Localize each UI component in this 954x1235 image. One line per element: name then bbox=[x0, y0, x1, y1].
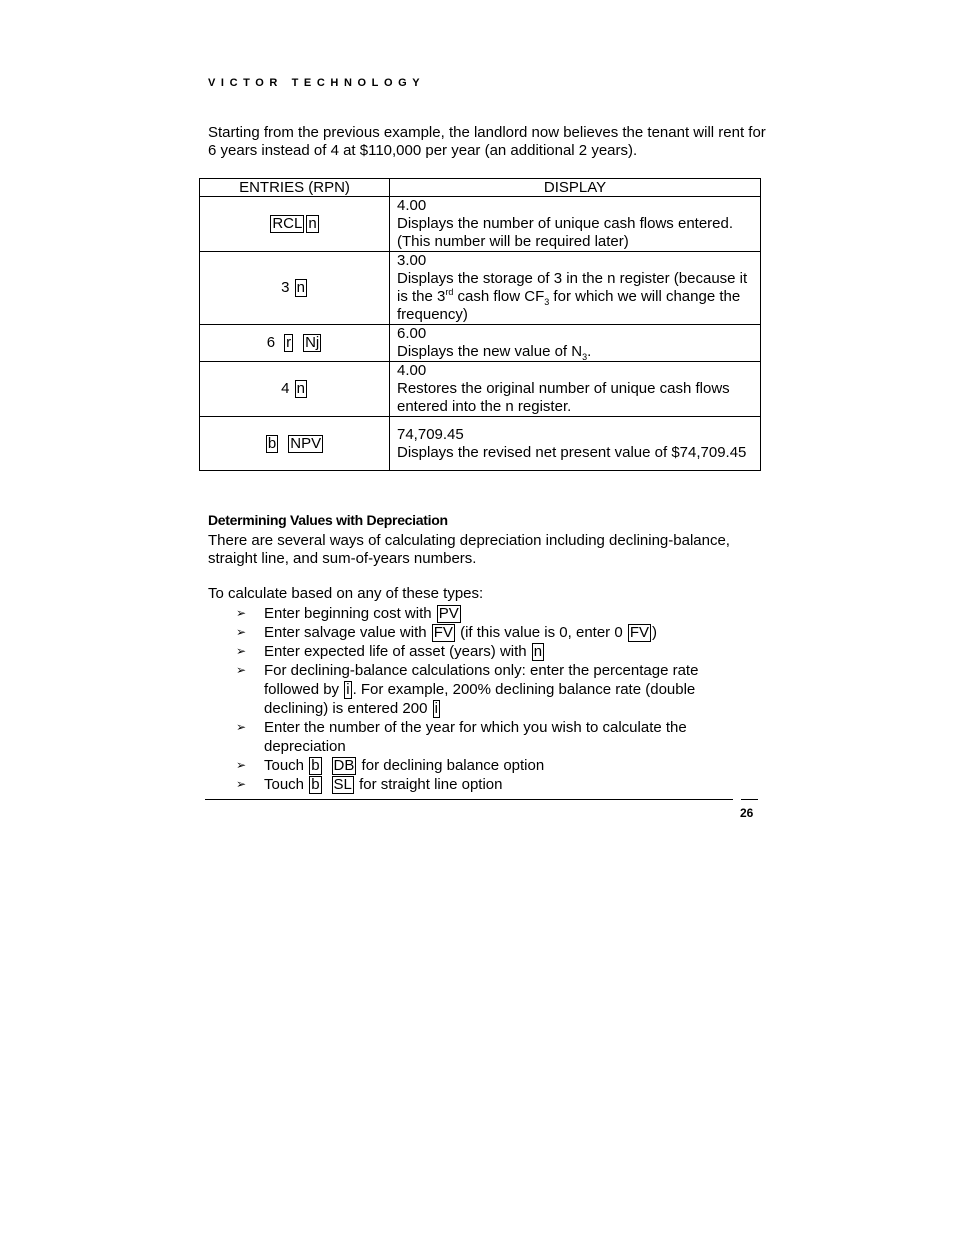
n-key: n bbox=[308, 215, 317, 232]
display-cell bbox=[390, 417, 761, 471]
arrow-bullet-icon: ➢ bbox=[236, 720, 247, 734]
table-header-row bbox=[200, 179, 761, 197]
footer-divider bbox=[205, 799, 733, 800]
fv-key: FV bbox=[629, 624, 650, 641]
arrow-bullet-icon: ➢ bbox=[236, 644, 247, 658]
display-value: 3.00 bbox=[397, 252, 427, 269]
list-item: ➢ Touch b SL for straight line option bbox=[236, 776, 503, 793]
b-key: b bbox=[311, 757, 320, 774]
list-item: ➢ Enter the number of the year for which you wish to calculate the depreciation bbox=[236, 719, 687, 755]
n-key: n bbox=[533, 643, 543, 660]
entry-cell bbox=[200, 417, 390, 471]
display-description: Restores the original number of unique cash flows entered into the n register. bbox=[397, 380, 730, 415]
footer-divider bbox=[741, 799, 758, 800]
entry-number: 4 bbox=[281, 380, 290, 397]
company-header: VICTOR TECHNOLOGY bbox=[208, 77, 426, 89]
entry-cell bbox=[200, 325, 390, 362]
entry-number: 6 bbox=[266, 334, 276, 351]
display-value: 74,709.45 bbox=[397, 425, 464, 443]
section-paragraph: To calculate based on any of these types: bbox=[208, 585, 484, 602]
entry-cell bbox=[200, 252, 390, 325]
entry-cell bbox=[200, 362, 390, 417]
list-item: ➢ Enter expected life of asset (years) with n bbox=[236, 643, 543, 660]
pv-key: PV bbox=[438, 605, 459, 622]
rcl-key: RCL bbox=[272, 215, 303, 232]
list-item: ➢ For declining-balance calculations only: enter the percentage rate followed by i . For example, 200% declining balance rate (double declining) is entered 200 i bbox=[236, 662, 699, 717]
arrow-bullet-icon: ➢ bbox=[236, 758, 247, 772]
arrow-bullet-icon: ➢ bbox=[236, 663, 247, 677]
table-row bbox=[200, 252, 761, 325]
b-key: b bbox=[311, 776, 320, 793]
db-key: DB bbox=[333, 757, 355, 774]
display-description: Displays the number of unique cash flows entered. (This number will be required later) bbox=[397, 215, 734, 250]
entries-column-header: ENTRIES (RPN) bbox=[200, 179, 390, 197]
display-cell bbox=[390, 325, 761, 362]
arrow-bullet-icon: ➢ bbox=[236, 625, 247, 639]
r-key: r bbox=[286, 334, 292, 351]
section-title: Determining Values with Depreciation bbox=[208, 512, 448, 528]
table-row bbox=[200, 362, 761, 417]
n-key: n bbox=[296, 279, 305, 296]
table-row bbox=[200, 197, 761, 252]
steps-list bbox=[236, 604, 736, 794]
display-value: 4.00 bbox=[397, 362, 427, 379]
display-description: Displays the new value of $N_3$. bbox=[397, 343, 592, 362]
n-key: n bbox=[296, 380, 305, 397]
display-column-header: DISPLAY bbox=[390, 179, 761, 197]
list-item: ➢ Enter salvage value with FV (if this value is 0, enter 0 FV ) bbox=[236, 624, 658, 641]
list-item: ➢ Touch b DB for declining balance option bbox=[236, 757, 545, 774]
table-row bbox=[200, 325, 761, 362]
nj-key: Nj bbox=[305, 334, 320, 351]
i-key: i bbox=[434, 700, 438, 717]
i-key: i bbox=[346, 681, 350, 698]
npv-key: NPV bbox=[290, 434, 322, 452]
entry-number: 3 bbox=[281, 279, 290, 296]
display-description: Displays the storage of 3 in the n register (because it is the 3rd cash flow $CF_3$ for which we will change the frequency) bbox=[397, 270, 748, 323]
fv-key: FV bbox=[433, 624, 453, 641]
arrow-bullet-icon: ➢ bbox=[236, 777, 247, 791]
entry-cell bbox=[200, 197, 390, 252]
table-row bbox=[200, 417, 761, 471]
intro-paragraph: Starting from the previous example, the landlord now believes the tenant will rent for 6 years instead of 4 at $110,000 per year (an additional 2 years). bbox=[208, 124, 766, 159]
b-key: b bbox=[267, 434, 277, 452]
display-cell bbox=[390, 362, 761, 417]
display-cell bbox=[390, 252, 761, 325]
sl-key: SL bbox=[333, 776, 352, 793]
display-value: 6.00 bbox=[397, 325, 427, 342]
page-number: 26 bbox=[740, 806, 754, 820]
section-paragraph: There are several ways of calculating depreciation including declining-balance, straight line, and sum-of-years numbers. bbox=[208, 532, 730, 567]
display-description: Displays the revised net present value of $74,709.45 bbox=[397, 443, 747, 461]
display-cell bbox=[390, 197, 761, 252]
rpn-table bbox=[199, 178, 761, 471]
list-item: ➢ Enter beginning cost with PV bbox=[236, 605, 459, 622]
display-value: 4.00 bbox=[397, 197, 427, 214]
arrow-bullet-icon: ➢ bbox=[236, 606, 247, 620]
